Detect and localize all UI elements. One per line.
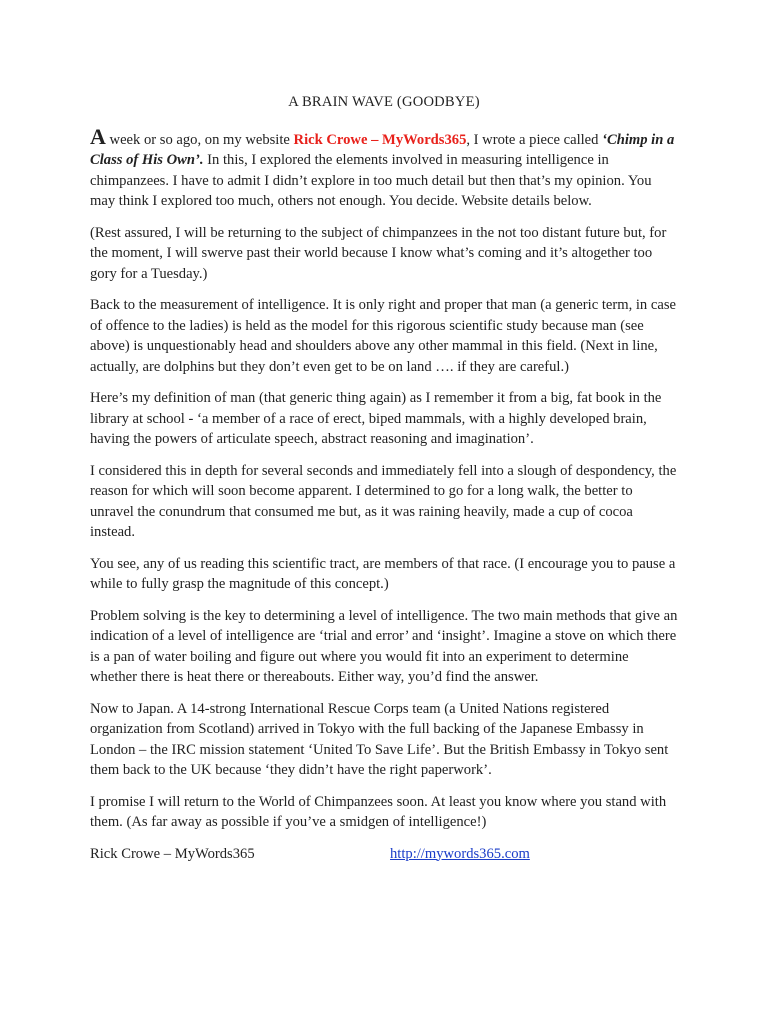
signature-author: Rick Crowe – MyWords365 [90,845,255,862]
drop-cap: A [90,123,106,149]
paragraph-definition: Here’s my definition of man (that generic thing again) as I remember it from a big, fat book in the library at school - ‘a member of a race of erect, biped mammals, with a highly developed brain, having the powers of articulate speech, abstract reasoning and imagination’. [90,390,662,447]
intro-text-3: In this, I explored the elements involved in measuring intelligence in chimpanzees. I have to admit I didn’t explore in too much detail but then that’s my opinion. You may think I explored too much, others not enough. You decide. Website details below. [90,152,652,209]
paragraph-you-see: You see, any of us reading this scientific tract, are members of that race. (I encourage you to pause a while to fully grasp the magnitude of this concept.) [90,555,676,592]
brand-name: Rick Crowe – MyWords365 [293,131,467,148]
paragraph-problem-solving: Problem solving is the key to determining a level of intelligence. The two main methods that give an indication of a level of intelligence are ‘trial and error’ and ‘insight’. Imagine a stove on which there is a pan of water boiling and figure out where you would fit into an experiment to determine whether there is heat there or thereabouts. Either way, you’d find the answer. [90,607,678,685]
paragraph-japan: Now to Japan. A 14-strong International Rescue Corps team (a United Nations registered organization from Scotland) arrived in Tokyo with the full backing of the Japanese Embassy in London – the IRC mission statement ‘United To Save Life’. But the British Embassy in Tokyo sent them back to the UK because ‘they didn’t have the right paperwork’. [90,700,669,778]
intro-text-1: week or so ago, on my website [105,131,294,148]
signature-row [90,844,678,866]
piece-title: ‘Chimp in a Class of His Own’. [90,131,675,168]
paragraph-rest-assured: (Rest assured, I will be returning to the subject of chimpanzees in the not too distant future but, for the moment, I will swerve past their world because I know what’s coming and it’s altogether too gory for a Tuesday.) [90,224,667,282]
paragraph-promise: I promise I will return to the World of Chimpanzees soon. At least you know where you stand with them. (As far away as possible if you’ve a smidgen of intelligence!) [90,793,667,830]
website-link[interactable]: http://mywords365.com [390,845,530,862]
intro-paragraph [90,123,678,212]
paragraph-measurement: Back to the measurement of intelligence. It is only right and proper that man (a generic term, in case of offence to the ladies) is held as the model for this rigorous scientific study because man (see above) is unquestionably head and shoulders above any other mammal in this field. (Next in line, actually, are dolphins but they don’t even get to be on land …. if they are careful.) [90,297,676,375]
intro-text-2: , I wrote a piece called [466,131,603,148]
document-page [90,92,678,866]
paragraph-considered: I considered this in depth for several seconds and immediately fell into a slough of despondency, the reason for which will soon become apparent. I determined to go for a long walk, the better to unravel the conundrum that consumed me but, as it was raining heavily, made a cup of cocoa instead. [90,462,677,540]
document-title: A BRAIN WAVE (GOODBYE) [288,94,480,110]
